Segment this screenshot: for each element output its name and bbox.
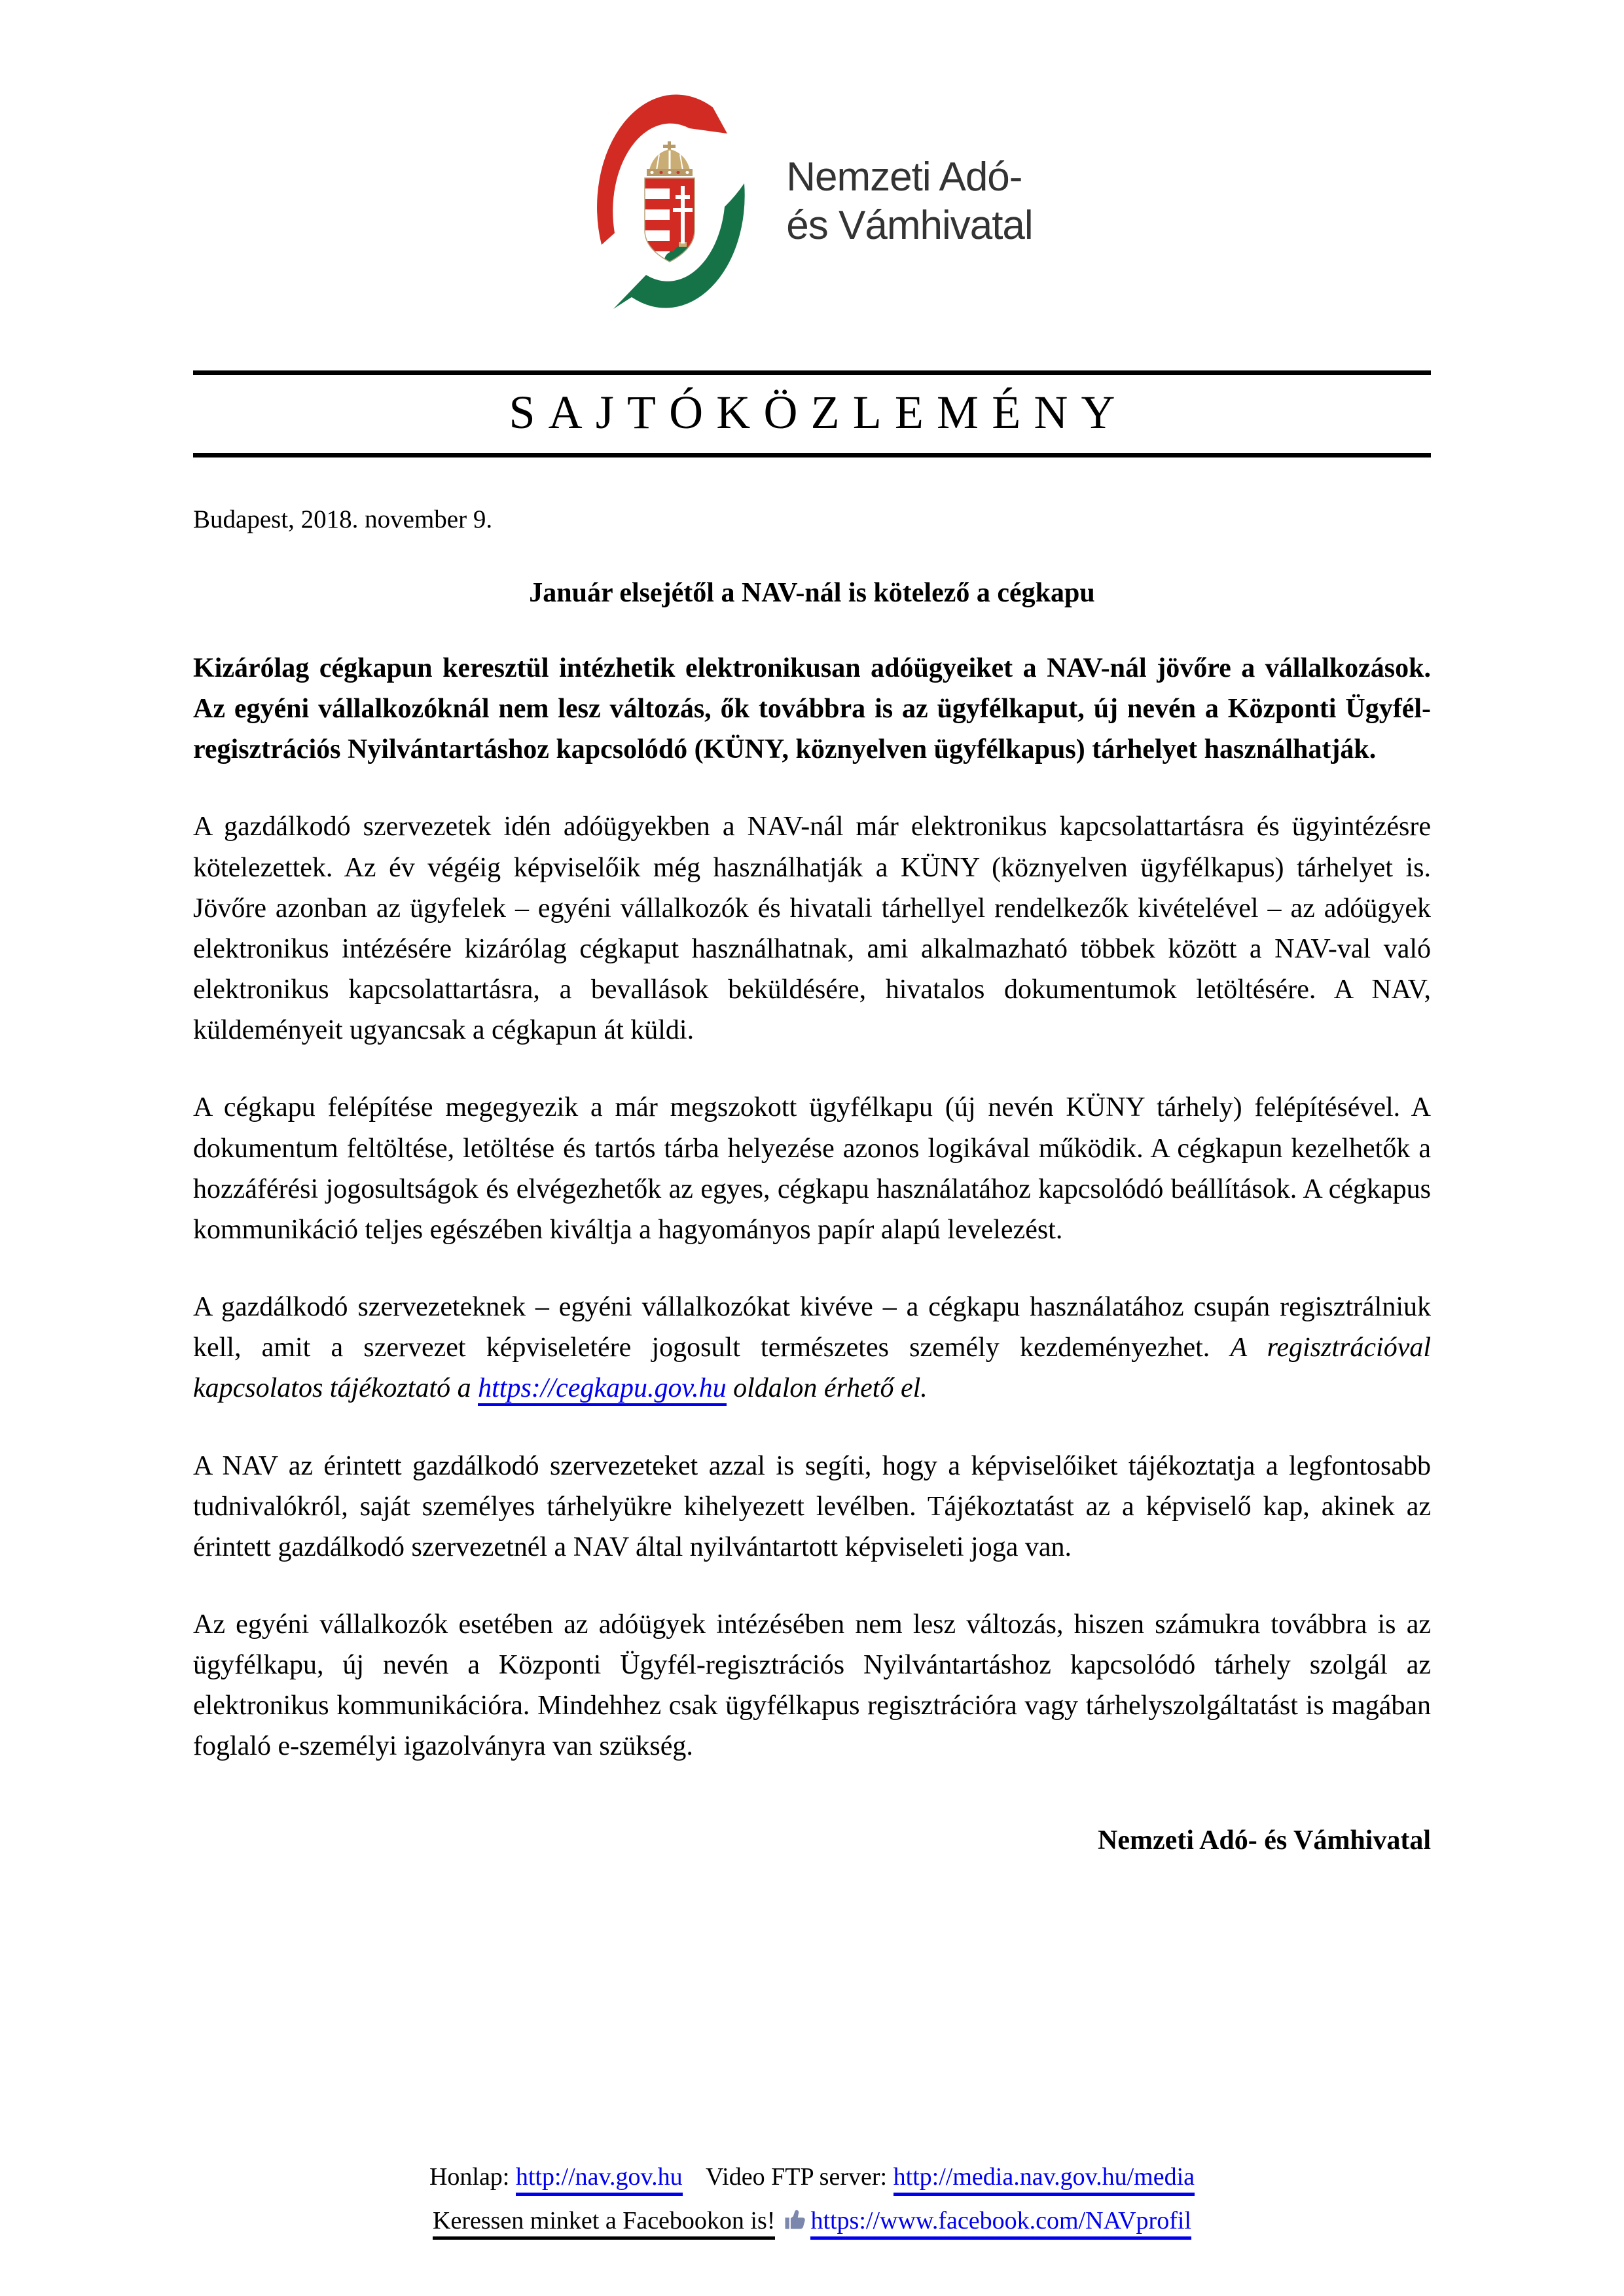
footer	[193, 2155, 1431, 2244]
divider-bottom	[193, 453, 1431, 457]
facebook-label: Keressen minket a Facebookon is!	[433, 2207, 775, 2240]
article-title: Január elsejétől a NAV-nál is kötelező a cégkapu	[529, 578, 1095, 608]
dateline: Budapest, 2018. november 9.	[193, 505, 493, 533]
org-name	[786, 153, 1032, 250]
paragraph-4-italic: A regisztrációval kapcsolatos tájékoztató a	[193, 1333, 1431, 1404]
signature: Nemzeti Adó- és Vámhivatal	[1098, 1825, 1431, 1856]
paragraph-4-italic-end: oldalon érhető el.	[726, 1373, 928, 1404]
paragraph-3: A cégkapu felépítése megegyezik a már megszokott ügyfélkapu (új nevén KÜNY tárhely) felépítésével. A dokumentum feltöltése, letöltése és tartós tárba helyezése azonos logikával működik. A cégkapun kezelhetők a hozzáférési jogosultságok és elvégezhetők az egyes, cégkapu használatához kapcsolódó beállítások. A cégkapus kommunikáció teljes egészében kiváltja a hagyományos papír alapú levelezést.	[193, 1092, 1431, 1245]
ftp-link[interactable]: http://media.nav.gov.hu/media	[893, 2163, 1195, 2196]
nav-logo	[591, 90, 1032, 313]
nav-logo-mark-icon	[591, 90, 748, 313]
org-name-line2: és Vámhivatal	[786, 203, 1033, 248]
footer-line-links	[193, 2155, 1431, 2199]
paragraph-4-text: A gazdálkodó szervezeteknek – egyéni vállalkozókat kivéve – a cégkapu használatához csupán regisztrálniuk kell, amit a szervezet képviseletére jogosult természetes személy kezdeményezhet.	[193, 1292, 1431, 1363]
facebook-like-icon	[784, 2200, 808, 2244]
divider-top	[193, 370, 1431, 375]
footer-line-facebook	[193, 2199, 1431, 2244]
facebook-link[interactable]: https://www.facebook.com/NAVprofil	[810, 2207, 1191, 2240]
homepage-label: Honlap:	[429, 2163, 510, 2191]
paragraph-2: A gazdálkodó szervezetek idén adóügyekben a NAV-nál már elektronikus kapcsolattartásra és ügyintézésre kötelezettek. Az év végéig képviselőik még használhatják a KÜNY (köznyelven ügyfélkapus) tárhelyet is. Jövőre azonban az ügyfelek – egyéni vállalkozók és hivatali tárhellyel rendelkezők kivételével – az adóügyek elektronikus intézésére kizárólag cégkaput használhatnak, ami alkalmazható többek között a NAV-val való elektronikus kapcsolattartásra, a bevallások beküldésére, hivatalos dokumentumok letöltésére. A NAV, küldeményeit ugyancsak a cégkapun át küldi.	[193, 812, 1431, 1046]
org-name-line1: Nemzeti Adó-	[786, 154, 1022, 200]
ftp-label: Video FTP server:	[706, 2163, 888, 2191]
lead-paragraph: Kizárólag cégkapun keresztül intézhetik elektronikusan adóügyeiket a NAV-nál jövőre a vállalkozások. Az egyéni vállalkozóknál nem lesz változás, ők továbbra is az ügyfélkaput, új nevén a Központi Ügyfél-regisztrációs Nyilvántartáshoz kapcsolódó (KÜNY, köznyelven ügyfélkapus) tárhelyet használhatják.	[193, 653, 1431, 765]
paragraph-5: A NAV az érintett gazdálkodó szervezeteket azzal is segíti, hogy a képviselőiket tájékoztatja a legfontosabb tudnivalókról, saját személyes tárhelyükre kihelyezett levélben. Tájékoztatást az a képviselő kap, akinek az érintett gazdálkodó szervezetnél a NAV által nyilvántartott képviseleti joga van.	[193, 1450, 1431, 1562]
homepage-link[interactable]: http://nav.gov.hu	[516, 2163, 683, 2196]
paragraph-6: Az egyéni vállalkozók esetében az adóügyek intézésében nem lesz változás, hiszen számukra továbbra is az ügyfélkapu, új nevén a Központi Ügyfél-regisztrációs Nyilvántartáshoz kapcsolódó tárhely szolgál az elektronikus kommunikációra. Mindehhez csak ügyfélkapus regisztrációra vagy tárhelyszolgáltatást is magában foglaló e-személyi igazolványra van szükség.	[193, 1609, 1431, 1762]
cegkapu-link[interactable]: https://cegkapu.gov.hu	[478, 1373, 726, 1406]
paragraph-4	[193, 1287, 1431, 1408]
hungarian-coat-of-arms-icon	[645, 141, 701, 270]
press-release-banner: SAJTÓKÖZLEMÉNY	[509, 386, 1128, 439]
